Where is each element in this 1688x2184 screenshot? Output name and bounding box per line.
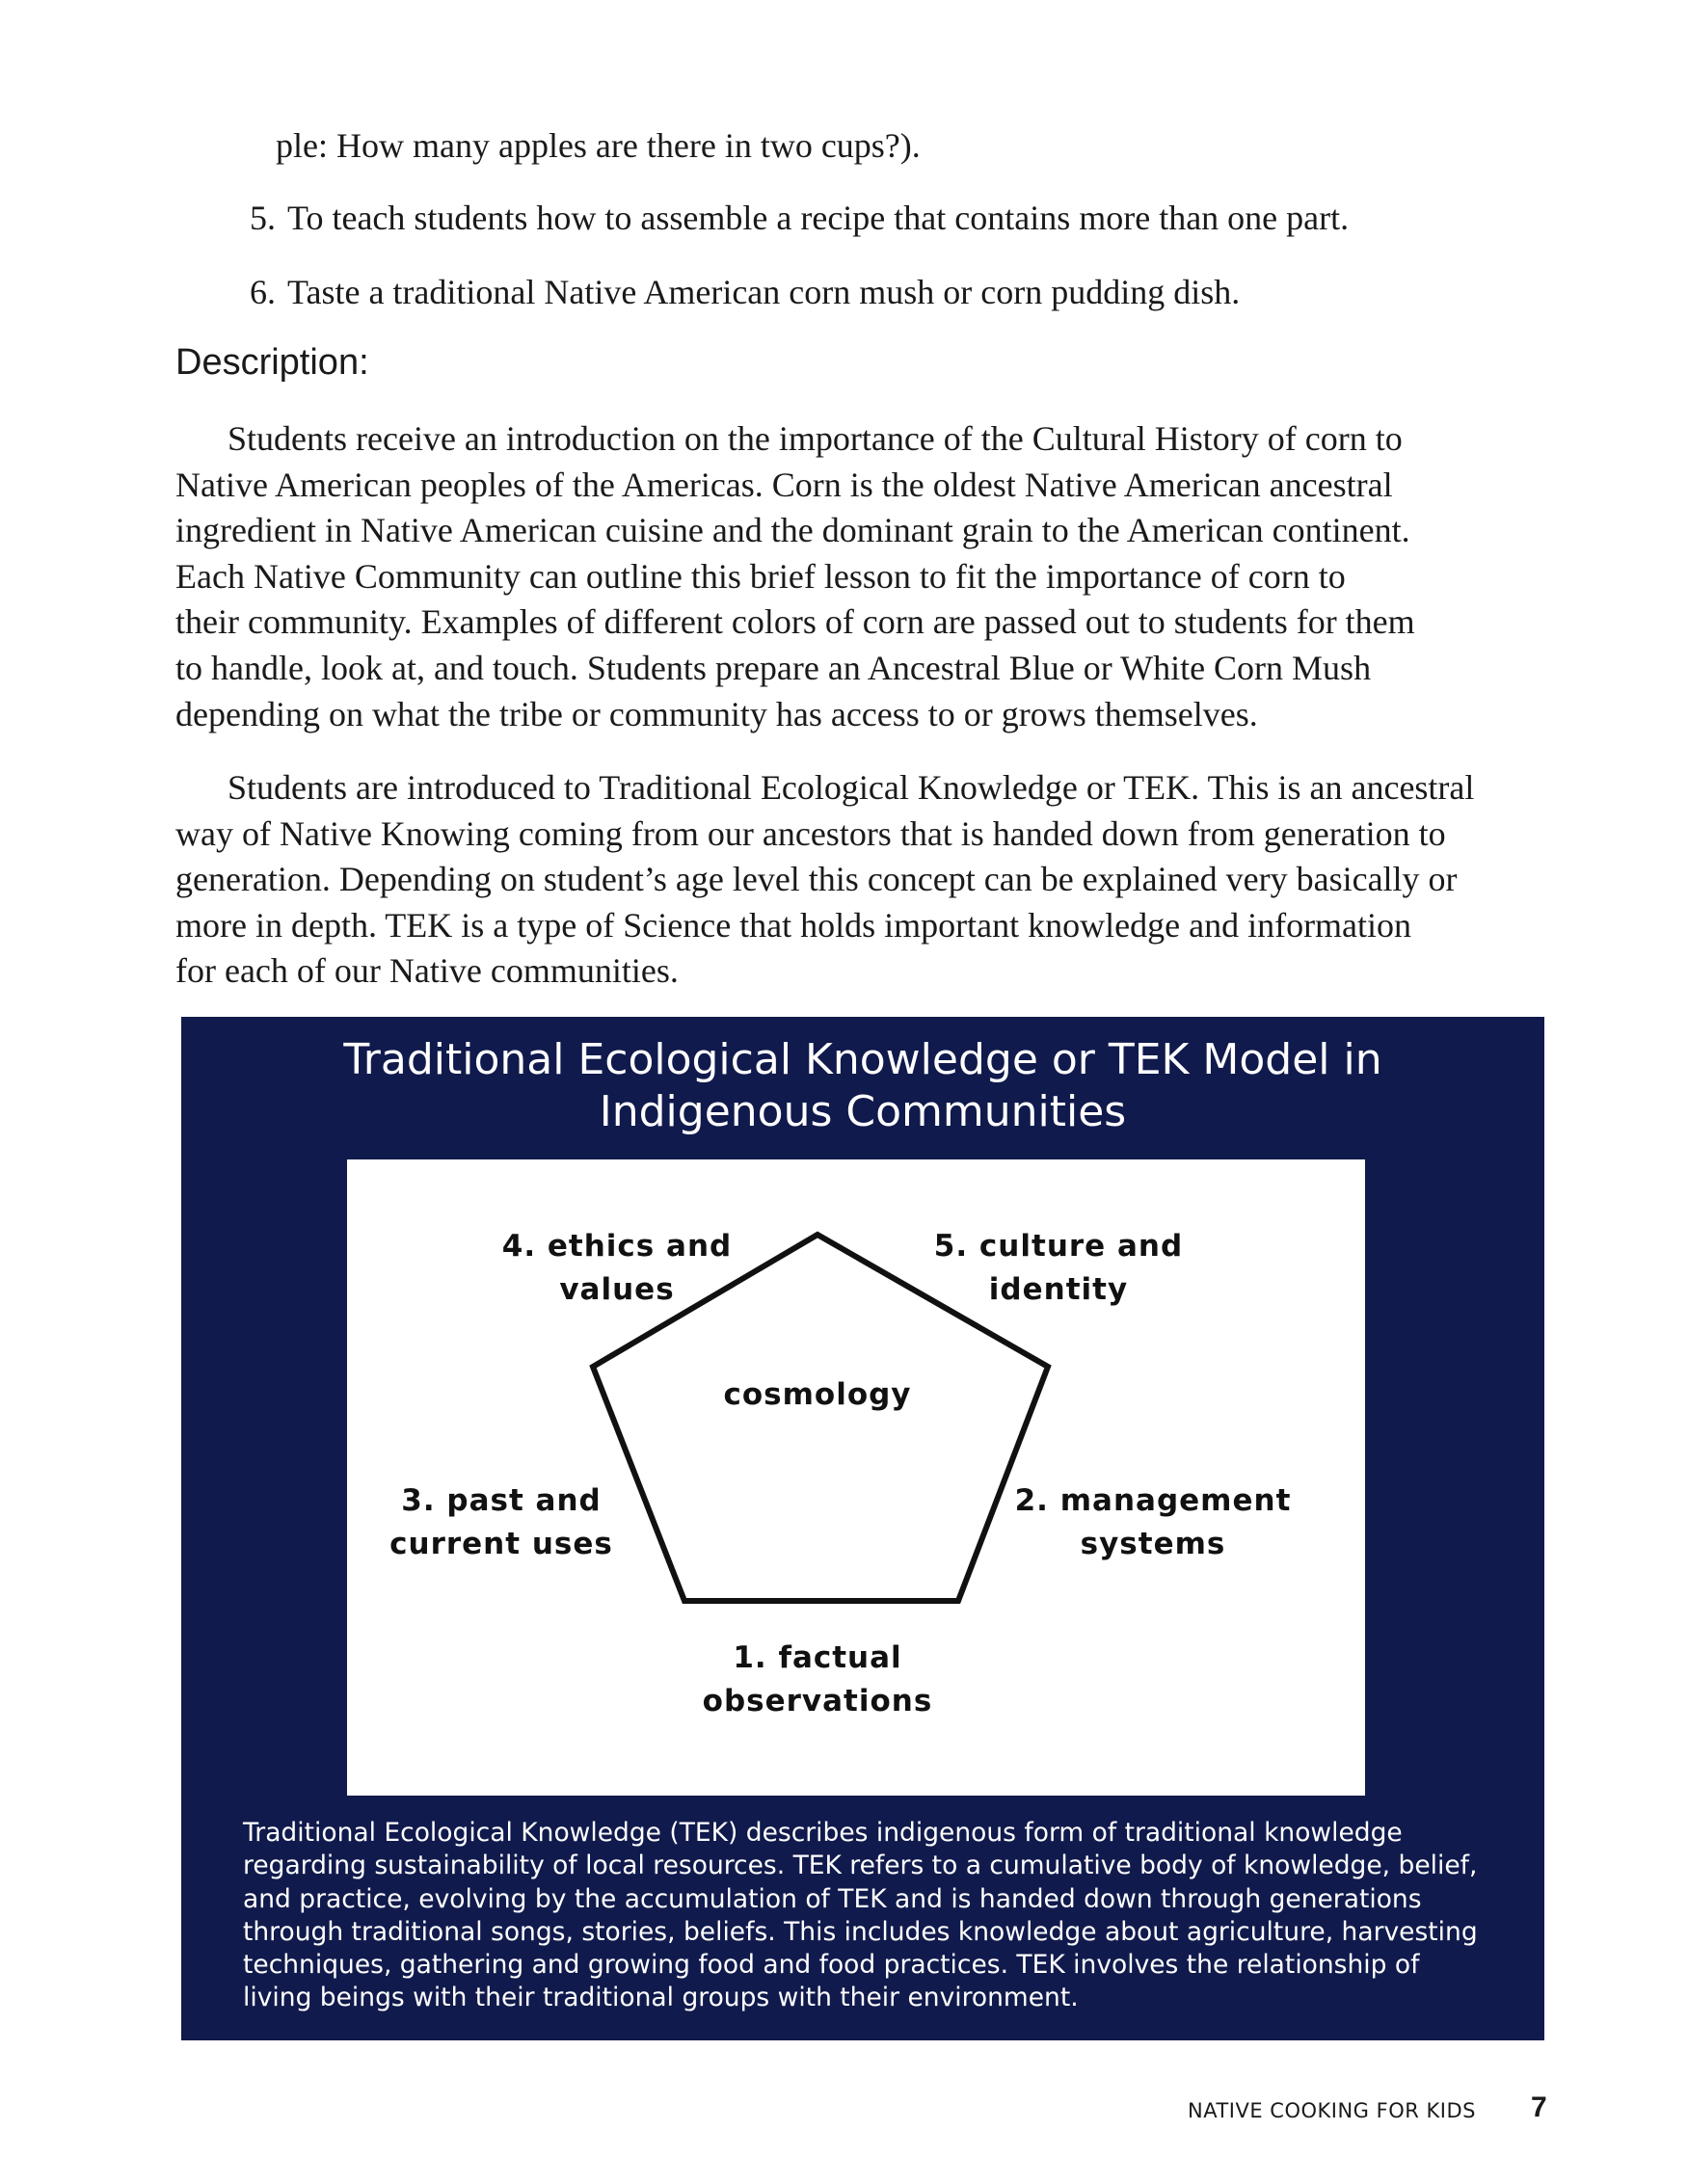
label-line: observations [702,1684,933,1718]
caption-line: techniques, gathering and growing food and food practices. TEK involves the relationship of [243,1950,1420,1981]
paragraph-line: way of Native Knowing coming from our ancestors that is handed down from generation to [175,813,1446,853]
label-ethics-and-values [472,1225,762,1312]
description-paragraph-1 [175,416,1564,737]
paragraph-line: for each of our Native communities. [175,951,679,991]
label-line: 2. management [1014,1483,1292,1518]
description-paragraph-2 [175,765,1564,995]
label-line: values [559,1272,675,1307]
description-heading: Description: [175,342,369,383]
tek-model-title [181,1034,1544,1138]
caption-line: regarding sustainability of local resources. TEK refers to a cumulative body of knowledge, belief, [243,1851,1478,1881]
label-culture-and-identity [914,1225,1203,1312]
objective-text: To teach students how to assemble a recipe that contains more than one part. [287,199,1350,237]
tek-title-line: Traditional Ecological Knowledge or TEK Model in [343,1035,1382,1084]
footer-book-title: NATIVE COOKING FOR KIDS [1188,2099,1476,2122]
paragraph-line: generation. Depending on student’s age level this concept can be explained very basically or [175,860,1458,899]
paragraph-line: Students receive an introduction on the importance of the Cultural History of corn to [228,419,1403,458]
tek-diagram-panel [347,1159,1365,1796]
paragraph-line: ingredient in Native American cuisine and the dominant grain to the American continent. [175,511,1410,550]
label-line: 4. ethics and [501,1229,733,1264]
label-factual-observations [673,1637,962,1723]
label-past-and-current-uses [357,1479,646,1566]
paragraph-line: Native American peoples of the Americas. Corn is the oldest Native American ancestral [175,465,1393,504]
objective-number: 5. [250,199,276,237]
label-line: 1. factual [733,1640,902,1675]
label-line: current uses [389,1527,613,1561]
paragraph-line: Students are introduced to Traditional Ecological Knowledge or TEK. This is an ancestral [228,768,1475,807]
objective-continuation: ple: How many apples are there in two cups?). [276,126,921,165]
paragraph-line: Each Native Community can outline this brief lesson to fit the importance of corn to [175,556,1346,596]
objective-item-6 [224,270,1573,314]
label-line: identity [988,1272,1129,1307]
label-management-systems [1008,1479,1298,1566]
paragraph-line: to handle, look at, and touch. Students prepare an Ancestral Blue or White Corn Mush [175,648,1372,687]
label-line: cosmology [723,1377,912,1412]
label-cosmology [673,1373,962,1417]
page-number: 7 [1531,2091,1547,2123]
objective-text: Taste a traditional Native American corn mush or corn pudding dish. [287,273,1241,311]
objective-number: 6. [250,273,276,311]
label-line: 5. culture and [933,1229,1184,1264]
paragraph-line: their community. Examples of different colors of corn are passed out to students for them [175,602,1415,642]
objective-item-5 [224,196,1573,240]
label-line: systems [1080,1527,1226,1561]
caption-line: living beings with their traditional groups with their environment. [243,1983,1079,2013]
caption-line: through traditional songs, stories, beliefs. This includes knowledge about agriculture, harvesting [243,1916,1478,1947]
tek-caption [243,1817,1525,2015]
tek-title-line: Indigenous Communities [599,1087,1127,1136]
label-line: 3. past and [401,1483,602,1518]
tek-model-box [181,1017,1544,2040]
paragraph-line: more in depth. TEK is a type of Science that holds important knowledge and information [175,905,1412,945]
paragraph-line: depending on what the tribe or community has access to or grows themselves. [175,694,1258,733]
caption-line: Traditional Ecological Knowledge (TEK) describes indigenous form of traditional knowledge [243,1818,1403,1848]
caption-line: and practice, evolving by the accumulation of TEK and is handed down through generations [243,1883,1422,1914]
